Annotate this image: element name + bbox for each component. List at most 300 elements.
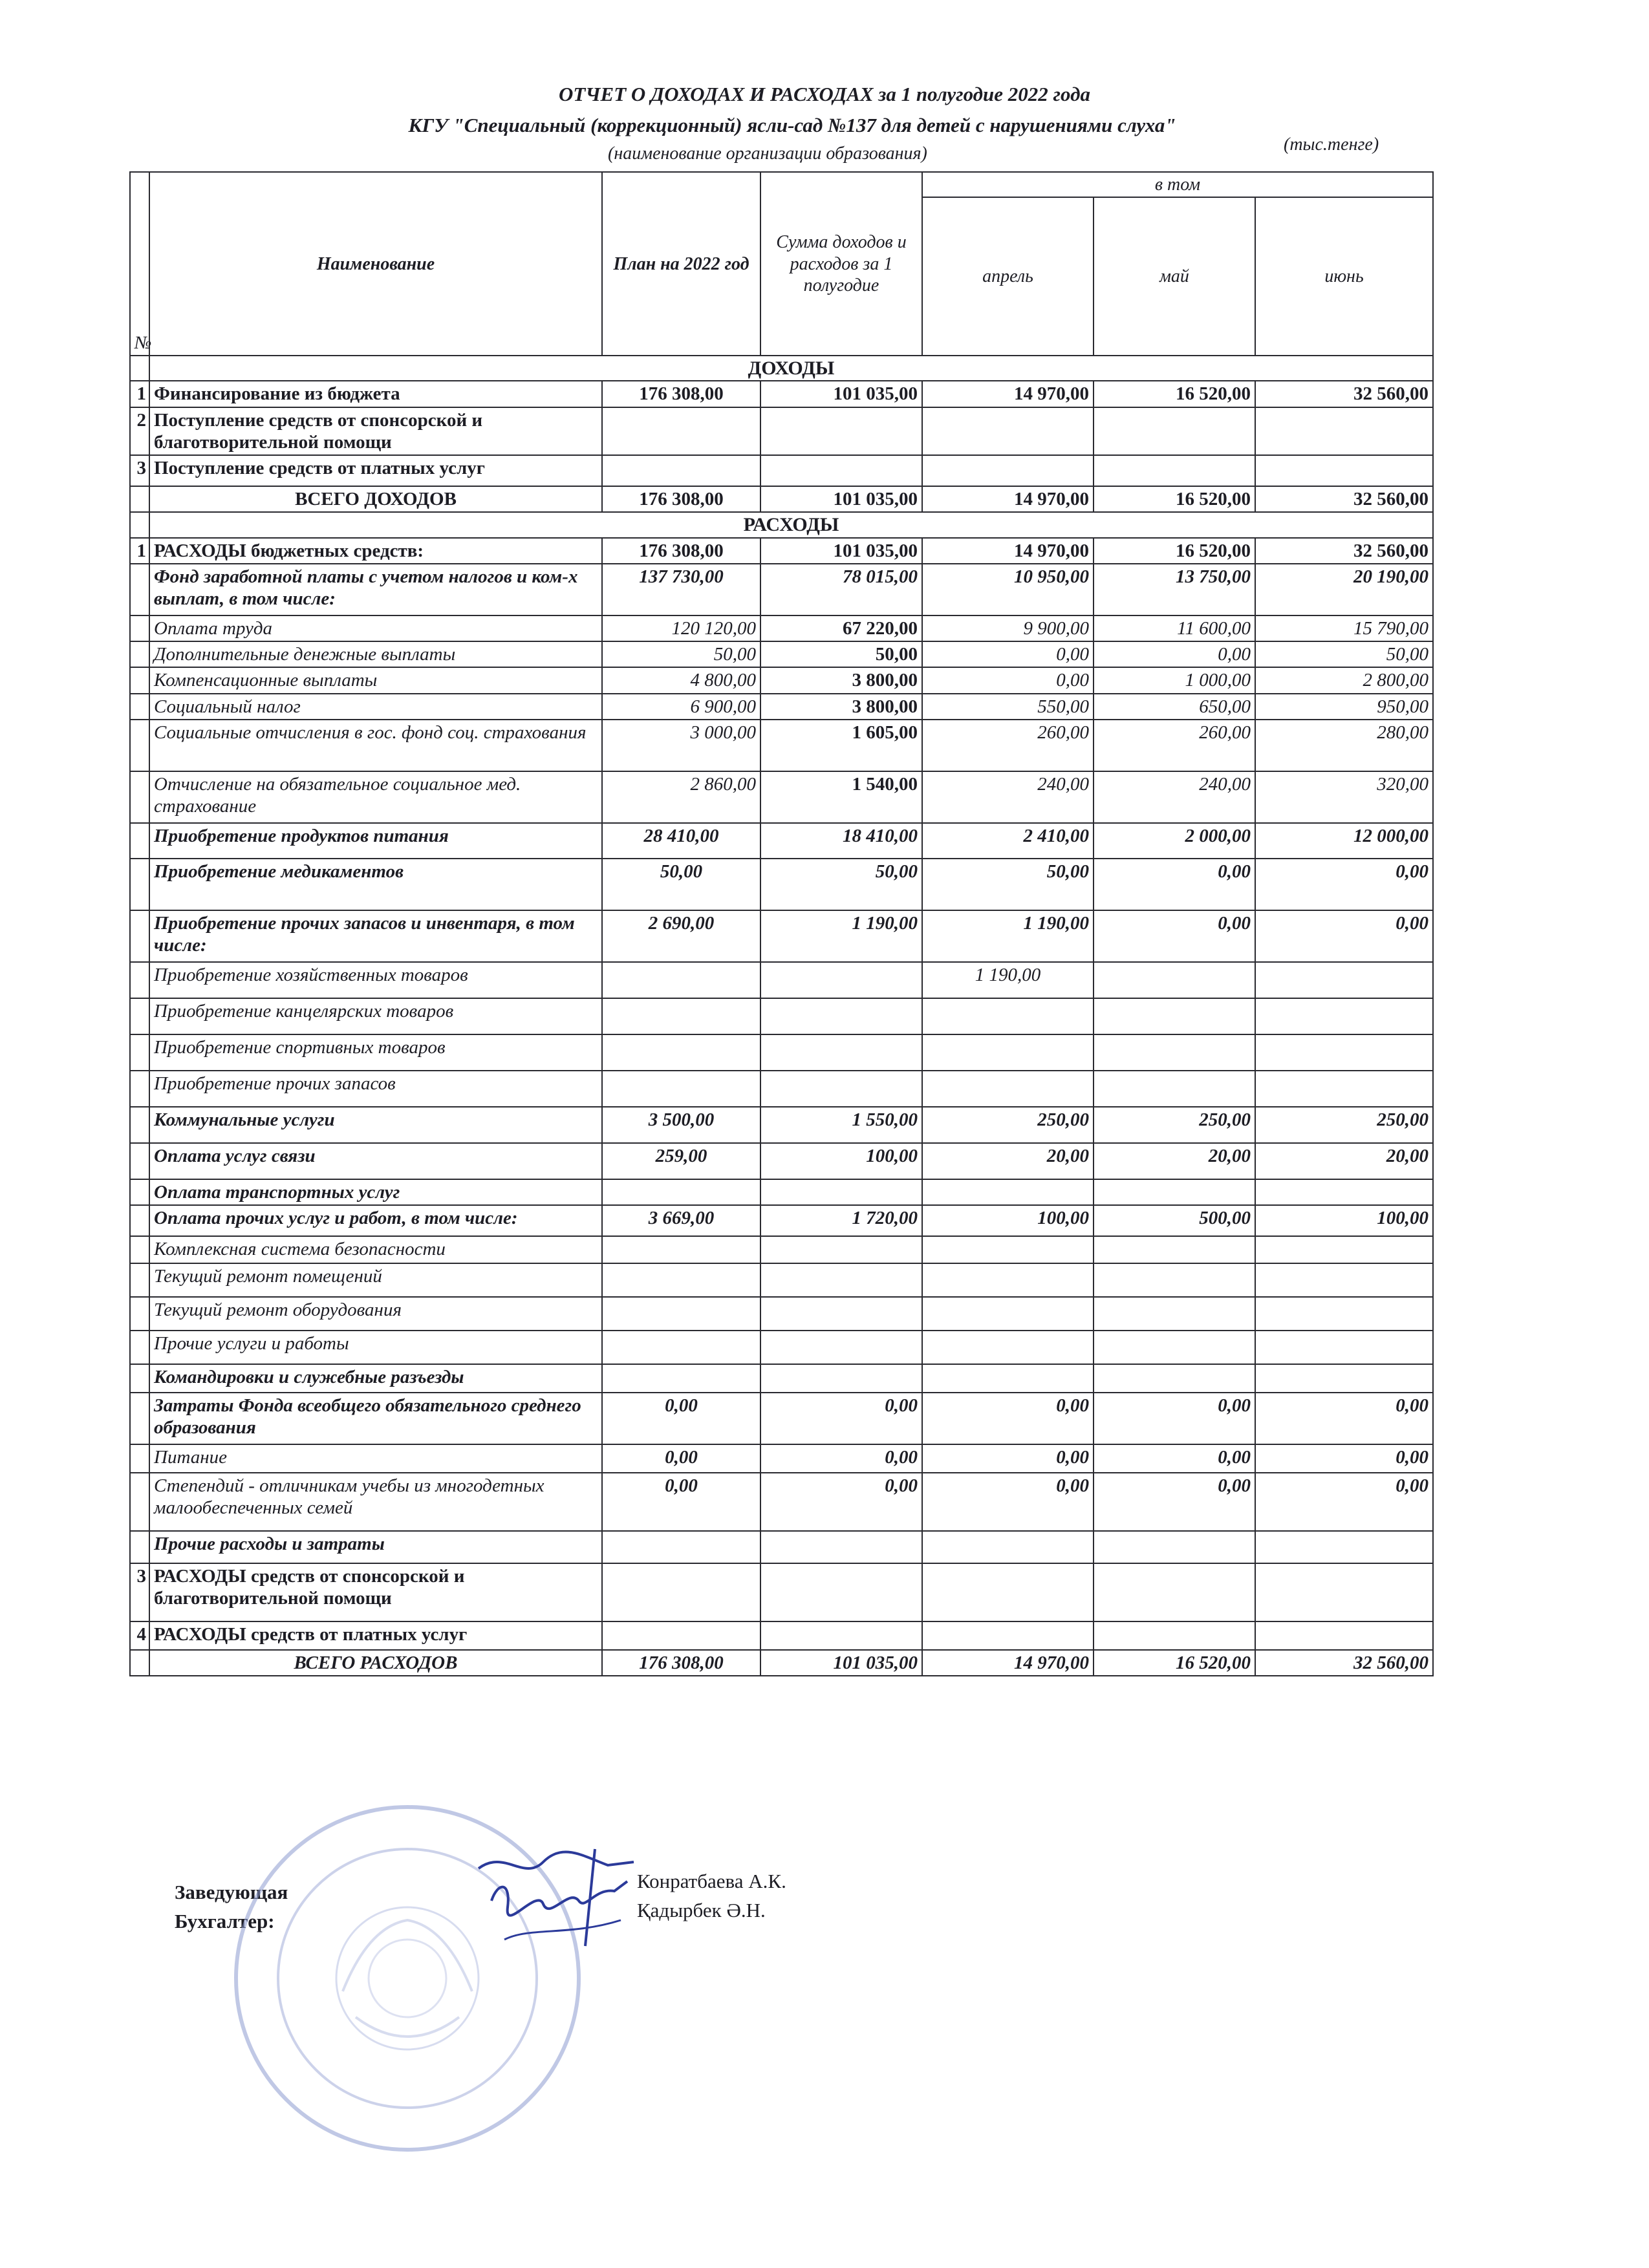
row-number xyxy=(130,667,149,693)
cell-may xyxy=(1094,1531,1255,1563)
cell-sum: 78 015,00 xyxy=(760,564,922,615)
col-header-april: апрель xyxy=(922,197,1094,356)
cell-may: 250,00 xyxy=(1094,1107,1255,1143)
col-header-plan: План на 2022 год xyxy=(602,172,760,356)
table-row xyxy=(130,1331,1433,1364)
cell-april xyxy=(922,1071,1094,1107)
row-name: Поступление средств от спонсорской и благотворительной помощи xyxy=(149,407,602,455)
report-body xyxy=(130,356,1433,1676)
cell-may: 11 600,00 xyxy=(1094,615,1255,641)
table-row xyxy=(130,1263,1433,1297)
cell-plan: 3 000,00 xyxy=(602,720,760,771)
cell-april xyxy=(922,1179,1094,1205)
row-name: Прочие услуги и работы xyxy=(149,1331,602,1364)
row-number xyxy=(130,1473,149,1531)
signature-names xyxy=(637,1867,786,1925)
cell-plan: 0,00 xyxy=(602,1444,760,1473)
cell-sum xyxy=(760,1364,922,1393)
cell-june: 0,00 xyxy=(1255,859,1433,910)
cell-april: 14 970,00 xyxy=(922,381,1094,407)
table-row xyxy=(130,1236,1433,1263)
cell-sum: 67 220,00 xyxy=(760,615,922,641)
table-row xyxy=(130,1071,1433,1107)
cell-june: 0,00 xyxy=(1255,1473,1433,1531)
cell-june: 15 790,00 xyxy=(1255,615,1433,641)
cell-april xyxy=(922,1364,1094,1393)
row-name: Приобретение прочих запасов xyxy=(149,1071,602,1107)
units-label: (тыс.тенге) xyxy=(1284,134,1379,155)
cell-april: 1 190,00 xyxy=(922,962,1094,998)
row-number: 3 xyxy=(130,455,149,486)
row-name: Поступление средств от платных услуг xyxy=(149,455,602,486)
cell-plan: 120 120,00 xyxy=(602,615,760,641)
cell-may xyxy=(1094,1236,1255,1263)
table-row xyxy=(130,962,1433,998)
row-number xyxy=(130,1071,149,1107)
row-name: РАСХОДЫ средств от спонсорской и благотворительной помощи xyxy=(149,1563,602,1621)
cell-april: 100,00 xyxy=(922,1205,1094,1236)
cell-sum xyxy=(760,962,922,998)
cell-may: 0,00 xyxy=(1094,1393,1255,1444)
row-name: Командировки и служебные разъезды xyxy=(149,1364,602,1393)
cell-may: 2 000,00 xyxy=(1094,823,1255,859)
cell-plan: 4 800,00 xyxy=(602,667,760,693)
total-row xyxy=(130,1650,1433,1676)
cell-plan: 137 730,00 xyxy=(602,564,760,615)
cell-june xyxy=(1255,1531,1433,1563)
cell-may xyxy=(1094,1297,1255,1331)
row-name: Текущий ремонт помещений xyxy=(149,1263,602,1297)
cell-may xyxy=(1094,1364,1255,1393)
row-name: Оплата транспортных услуг xyxy=(149,1179,602,1205)
table-row xyxy=(130,694,1433,720)
cell-june xyxy=(1255,1071,1433,1107)
table-row xyxy=(130,564,1433,615)
cell-sum: 1 190,00 xyxy=(760,910,922,962)
row-number xyxy=(130,1444,149,1473)
cell-sum xyxy=(760,1034,922,1071)
income-section-header: ДОХОДЫ xyxy=(149,356,1433,381)
table-row xyxy=(130,455,1433,486)
row-number xyxy=(130,1650,149,1676)
cell-june: 20,00 xyxy=(1255,1143,1433,1179)
cell-june: 320,00 xyxy=(1255,771,1433,823)
row-number xyxy=(130,1236,149,1263)
row-number xyxy=(130,1297,149,1331)
cell-plan xyxy=(602,1364,760,1393)
cell-may: 0,00 xyxy=(1094,859,1255,910)
row-name: РАСХОДЫ бюджетных средств: xyxy=(149,538,602,564)
cell-june xyxy=(1255,1034,1433,1071)
cell-april: 9 900,00 xyxy=(922,615,1094,641)
cell-april xyxy=(922,1034,1094,1071)
row-number xyxy=(130,615,149,641)
income-section-row xyxy=(130,356,1433,381)
expenses-section-row xyxy=(130,512,1433,537)
row-name: Компенсационные выплаты xyxy=(149,667,602,693)
table-row xyxy=(130,1531,1433,1563)
cell-plan: 50,00 xyxy=(602,859,760,910)
cell-plan: 50,00 xyxy=(602,641,760,667)
row-name: Приобретение хозяйственных товаров xyxy=(149,962,602,998)
row-number xyxy=(130,486,149,512)
row-name: Приобретение спортивных товаров xyxy=(149,1034,602,1071)
cell-june xyxy=(1255,455,1433,486)
cell-plan: 176 308,00 xyxy=(602,381,760,407)
cell-plan xyxy=(602,1236,760,1263)
cell-june xyxy=(1255,1364,1433,1393)
row-name: Приобретение прочих запасов и инвентаря, в том числе: xyxy=(149,910,602,962)
cell-may: 0,00 xyxy=(1094,1444,1255,1473)
section-spacer xyxy=(130,512,149,537)
cell-april: 0,00 xyxy=(922,667,1094,693)
cell-sum: 1 540,00 xyxy=(760,771,922,823)
row-number: 2 xyxy=(130,407,149,455)
cell-april: 14 970,00 xyxy=(922,1650,1094,1676)
row-name: Текущий ремонт оборудования xyxy=(149,1297,602,1331)
expenses-section-header: РАСХОДЫ xyxy=(149,512,1433,537)
cell-plan xyxy=(602,962,760,998)
row-number: 4 xyxy=(130,1621,149,1650)
cell-plan xyxy=(602,1531,760,1563)
table-row xyxy=(130,407,1433,455)
table-row xyxy=(130,910,1433,962)
cell-plan: 0,00 xyxy=(602,1393,760,1444)
cell-april xyxy=(922,1236,1094,1263)
table-row xyxy=(130,859,1433,910)
cell-may xyxy=(1094,1263,1255,1297)
cell-april: 14 970,00 xyxy=(922,538,1094,564)
cell-june: 12 000,00 xyxy=(1255,823,1433,859)
cell-may xyxy=(1094,1071,1255,1107)
cell-may xyxy=(1094,407,1255,455)
cell-april xyxy=(922,407,1094,455)
cell-may: 13 750,00 xyxy=(1094,564,1255,615)
cell-sum xyxy=(760,407,922,455)
total-row xyxy=(130,486,1433,512)
cell-may xyxy=(1094,1179,1255,1205)
cell-sum xyxy=(760,1297,922,1331)
row-name: Комплексная система безопасности xyxy=(149,1236,602,1263)
row-number: 1 xyxy=(130,538,149,564)
cell-june xyxy=(1255,1563,1433,1621)
cell-june: 20 190,00 xyxy=(1255,564,1433,615)
table-row xyxy=(130,771,1433,823)
cell-april: 260,00 xyxy=(922,720,1094,771)
cell-may: 0,00 xyxy=(1094,910,1255,962)
table-row xyxy=(130,538,1433,564)
cell-june: 950,00 xyxy=(1255,694,1433,720)
cell-april: 0,00 xyxy=(922,1393,1094,1444)
cell-plan: 3 669,00 xyxy=(602,1205,760,1236)
row-name: Дополнительные денежные выплаты xyxy=(149,641,602,667)
table-row xyxy=(130,381,1433,407)
cell-sum xyxy=(760,1263,922,1297)
cell-sum: 0,00 xyxy=(760,1444,922,1473)
cell-june xyxy=(1255,1263,1433,1297)
cell-sum: 100,00 xyxy=(760,1143,922,1179)
row-number xyxy=(130,1107,149,1143)
cell-april xyxy=(922,1563,1094,1621)
table-row xyxy=(130,1034,1433,1071)
cell-april xyxy=(922,1297,1094,1331)
col-header-june: июнь xyxy=(1255,197,1433,356)
cell-sum xyxy=(760,1563,922,1621)
row-name: Прочие расходы и затраты xyxy=(149,1531,602,1563)
cell-june xyxy=(1255,407,1433,455)
cell-plan xyxy=(602,998,760,1034)
cell-june xyxy=(1255,1331,1433,1364)
cell-april: 250,00 xyxy=(922,1107,1094,1143)
row-name: Приобретение продуктов питания xyxy=(149,823,602,859)
cell-may xyxy=(1094,1563,1255,1621)
table-row xyxy=(130,641,1433,667)
cell-june xyxy=(1255,1621,1433,1650)
cell-may: 240,00 xyxy=(1094,771,1255,823)
cell-plan: 176 308,00 xyxy=(602,486,760,512)
row-name: Социальный налог xyxy=(149,694,602,720)
row-number xyxy=(130,1331,149,1364)
row-number xyxy=(130,771,149,823)
accountant-name: Қадырбек Ә.Н. xyxy=(637,1898,766,1921)
cell-june: 32 560,00 xyxy=(1255,486,1433,512)
row-name: РАСХОДЫ средств от платных услуг xyxy=(149,1621,602,1650)
report-table xyxy=(129,171,1434,1676)
cell-may: 16 520,00 xyxy=(1094,381,1255,407)
table-row xyxy=(130,667,1433,693)
cell-sum: 0,00 xyxy=(760,1393,922,1444)
cell-april: 10 950,00 xyxy=(922,564,1094,615)
cell-april: 0,00 xyxy=(922,641,1094,667)
cell-april: 0,00 xyxy=(922,1473,1094,1531)
cell-may: 16 520,00 xyxy=(1094,486,1255,512)
cell-plan: 3 500,00 xyxy=(602,1107,760,1143)
cell-plan: 0,00 xyxy=(602,1473,760,1531)
cell-plan: 6 900,00 xyxy=(602,694,760,720)
cell-may: 20,00 xyxy=(1094,1143,1255,1179)
row-number xyxy=(130,564,149,615)
cell-sum xyxy=(760,1179,922,1205)
row-number xyxy=(130,998,149,1034)
organization-caption: (наименование организации образования) xyxy=(608,144,927,164)
row-name: Финансирование из бюджета xyxy=(149,381,602,407)
row-number xyxy=(130,910,149,962)
cell-may xyxy=(1094,962,1255,998)
row-number xyxy=(130,859,149,910)
row-name: Отчисление на обязательное социальное мед. страхование xyxy=(149,771,602,823)
cell-april: 550,00 xyxy=(922,694,1094,720)
row-name: Оплата труда xyxy=(149,615,602,641)
cell-plan xyxy=(602,1179,760,1205)
head-name: Конратбаева А.К. xyxy=(637,1870,786,1892)
cell-sum xyxy=(760,1531,922,1563)
table-row xyxy=(130,1563,1433,1621)
cell-april xyxy=(922,455,1094,486)
section-spacer xyxy=(130,356,149,381)
cell-may: 500,00 xyxy=(1094,1205,1255,1236)
cell-plan xyxy=(602,1331,760,1364)
row-number xyxy=(130,1263,149,1297)
organization-name: КГУ "Специальный (коррекционный) ясли-сад №137 для детей с нарушениями слуха" xyxy=(408,114,1176,136)
table-row xyxy=(130,823,1433,859)
table-row xyxy=(130,1621,1433,1650)
cell-may xyxy=(1094,1034,1255,1071)
row-name: Затраты Фонда всеобщего обязательного среднего образования xyxy=(149,1393,602,1444)
cell-sum xyxy=(760,1236,922,1263)
cell-june: 50,00 xyxy=(1255,641,1433,667)
cell-may: 260,00 xyxy=(1094,720,1255,771)
row-name: Оплата услуг связи xyxy=(149,1143,602,1179)
table-row xyxy=(130,1473,1433,1531)
cell-april xyxy=(922,1621,1094,1650)
row-number xyxy=(130,1393,149,1444)
table-row xyxy=(130,1297,1433,1331)
row-number xyxy=(130,694,149,720)
row-number xyxy=(130,1205,149,1236)
row-name: Приобретение канцелярских товаров xyxy=(149,998,602,1034)
cell-sum xyxy=(760,1071,922,1107)
cell-plan: 176 308,00 xyxy=(602,1650,760,1676)
cell-may: 1 000,00 xyxy=(1094,667,1255,693)
row-name: ВСЕГО РАСХОДОВ xyxy=(149,1650,602,1676)
cell-sum: 101 035,00 xyxy=(760,1650,922,1676)
cell-sum: 3 800,00 xyxy=(760,667,922,693)
row-number xyxy=(130,641,149,667)
table-row xyxy=(130,1179,1433,1205)
cell-april: 0,00 xyxy=(922,1444,1094,1473)
cell-plan xyxy=(602,455,760,486)
cell-april xyxy=(922,1331,1094,1364)
cell-april xyxy=(922,1263,1094,1297)
cell-sum xyxy=(760,1331,922,1364)
cell-may xyxy=(1094,455,1255,486)
row-name: Фонд заработной платы с учетом налогов и ком-х выплат, в том числе: xyxy=(149,564,602,615)
cell-june xyxy=(1255,1297,1433,1331)
col-header-group: в том xyxy=(922,172,1433,197)
cell-june: 250,00 xyxy=(1255,1107,1433,1143)
cell-april xyxy=(922,1531,1094,1563)
row-number xyxy=(130,1143,149,1179)
cell-april xyxy=(922,998,1094,1034)
cell-sum: 1 605,00 xyxy=(760,720,922,771)
cell-april: 14 970,00 xyxy=(922,486,1094,512)
cell-sum: 0,00 xyxy=(760,1473,922,1531)
cell-plan xyxy=(602,1297,760,1331)
row-number xyxy=(130,1364,149,1393)
cell-april: 1 190,00 xyxy=(922,910,1094,962)
cell-plan: 28 410,00 xyxy=(602,823,760,859)
cell-sum: 1 720,00 xyxy=(760,1205,922,1236)
table-row xyxy=(130,1143,1433,1179)
row-number: 3 xyxy=(130,1563,149,1621)
cell-sum xyxy=(760,455,922,486)
cell-june: 32 560,00 xyxy=(1255,381,1433,407)
row-number: 1 xyxy=(130,381,149,407)
cell-may xyxy=(1094,1621,1255,1650)
row-number xyxy=(130,1531,149,1563)
cell-june: 32 560,00 xyxy=(1255,1650,1433,1676)
table-row xyxy=(130,720,1433,771)
col-header-sum: Сумма доходов и расходов за 1 полугодие xyxy=(760,172,922,356)
cell-june: 280,00 xyxy=(1255,720,1433,771)
row-name: Социальные отчисления в гос. фонд соц. страхования xyxy=(149,720,602,771)
cell-sum: 50,00 xyxy=(760,859,922,910)
cell-june xyxy=(1255,1236,1433,1263)
row-number xyxy=(130,823,149,859)
cell-sum: 3 800,00 xyxy=(760,694,922,720)
cell-sum: 18 410,00 xyxy=(760,823,922,859)
cell-may: 650,00 xyxy=(1094,694,1255,720)
cell-sum: 50,00 xyxy=(760,641,922,667)
cell-may xyxy=(1094,998,1255,1034)
table-row xyxy=(130,615,1433,641)
cell-april: 240,00 xyxy=(922,771,1094,823)
cell-june: 32 560,00 xyxy=(1255,538,1433,564)
cell-plan xyxy=(602,1621,760,1650)
row-name: Коммунальные услуги xyxy=(149,1107,602,1143)
row-name: Приобретение медикаментов xyxy=(149,859,602,910)
cell-may: 16 520,00 xyxy=(1094,538,1255,564)
row-name: Питание xyxy=(149,1444,602,1473)
row-number xyxy=(130,1179,149,1205)
table-row xyxy=(130,1107,1433,1143)
cell-sum: 101 035,00 xyxy=(760,381,922,407)
cell-plan: 176 308,00 xyxy=(602,538,760,564)
cell-plan: 259,00 xyxy=(602,1143,760,1179)
table-row xyxy=(130,1205,1433,1236)
col-header-num: № xyxy=(130,172,149,356)
cell-sum xyxy=(760,1621,922,1650)
cell-april: 2 410,00 xyxy=(922,823,1094,859)
col-header-may: май xyxy=(1094,197,1255,356)
cell-sum: 101 035,00 xyxy=(760,486,922,512)
cell-may: 0,00 xyxy=(1094,641,1255,667)
cell-plan: 2 860,00 xyxy=(602,771,760,823)
col-header-name: Наименование xyxy=(149,172,602,356)
cell-april: 20,00 xyxy=(922,1143,1094,1179)
report-title: ОТЧЕТ О ДОХОДАХ И РАСХОДАХ за 1 полугодие 2022 года xyxy=(559,83,1090,105)
cell-may xyxy=(1094,1331,1255,1364)
cell-june: 0,00 xyxy=(1255,1444,1433,1473)
table-row xyxy=(130,1444,1433,1473)
head-label: Заведующая xyxy=(175,1881,288,1903)
cell-sum: 1 550,00 xyxy=(760,1107,922,1143)
cell-june: 100,00 xyxy=(1255,1205,1433,1236)
row-name: ВСЕГО ДОХОДОВ xyxy=(149,486,602,512)
handwritten-signature-icon xyxy=(466,1843,647,1952)
cell-plan: 2 690,00 xyxy=(602,910,760,962)
row-number xyxy=(130,962,149,998)
row-name: Степендий - отличникам учебы из многодетных малообеспеченных семей xyxy=(149,1473,602,1531)
cell-june: 2 800,00 xyxy=(1255,667,1433,693)
cell-april: 50,00 xyxy=(922,859,1094,910)
accountant-label: Бухгалтер: xyxy=(175,1909,275,1932)
cell-june: 0,00 xyxy=(1255,1393,1433,1444)
cell-plan xyxy=(602,1071,760,1107)
table-row xyxy=(130,998,1433,1034)
cell-may: 0,00 xyxy=(1094,1473,1255,1531)
row-number xyxy=(130,1034,149,1071)
cell-sum xyxy=(760,998,922,1034)
cell-june xyxy=(1255,1179,1433,1205)
cell-plan xyxy=(602,1563,760,1621)
cell-may: 16 520,00 xyxy=(1094,1650,1255,1676)
cell-sum: 101 035,00 xyxy=(760,538,922,564)
row-name: Оплата прочих услуг и работ, в том числе: xyxy=(149,1205,602,1236)
table-row xyxy=(130,1393,1433,1444)
cell-plan xyxy=(602,1034,760,1071)
cell-plan xyxy=(602,407,760,455)
